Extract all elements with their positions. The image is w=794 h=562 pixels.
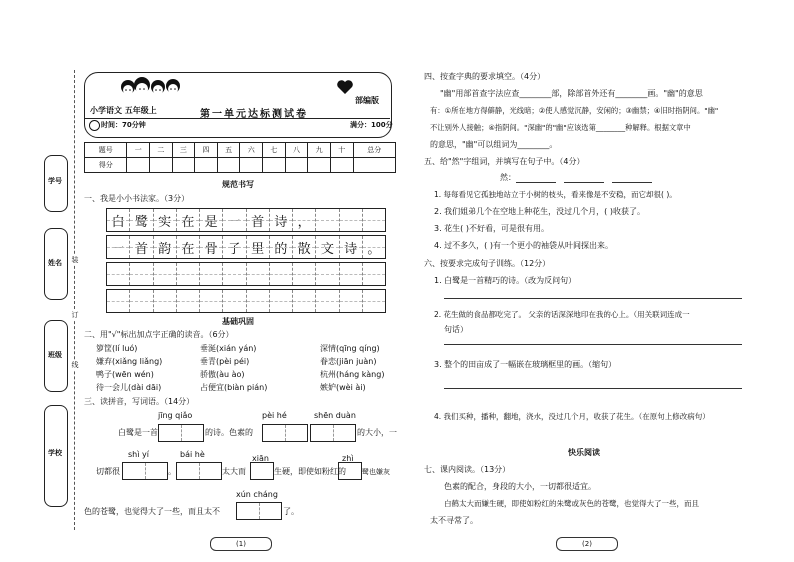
section6-q2: 句话） — [444, 325, 468, 334]
grid-char: 子 — [223, 236, 246, 258]
answer-line[interactable] — [516, 182, 556, 183]
pinyin-label: pèi hé — [262, 411, 287, 420]
reading-passage: 太不寻常了。 — [430, 516, 478, 525]
score-cell[interactable] — [263, 158, 286, 173]
writing-grid-row-4[interactable] — [106, 289, 386, 313]
reading-passage: 色素的配合，身段的大小，一切都很适宜。 — [444, 482, 596, 491]
score-cell[interactable] — [172, 158, 195, 173]
grid-char: 韵 — [154, 236, 177, 258]
pinyin-label: xiān — [252, 454, 269, 463]
section1-title: 一、我是小小书法家。（3分） — [84, 194, 190, 203]
section-heading-jichu: 基础巩固 — [222, 317, 254, 326]
score-cell[interactable] — [150, 158, 173, 173]
edition-label: 部编版 — [355, 96, 379, 105]
time-label: 时间：70分钟 — [101, 121, 146, 129]
score-head: 九 — [308, 143, 331, 158]
section6-q3: 3. 整个的田亩成了一幅嵌在玻璃框里的画。（缩句） — [434, 360, 617, 369]
answer-box-shiyi[interactable] — [122, 462, 168, 480]
answer-line[interactable] — [612, 182, 652, 183]
score-cell[interactable] — [353, 158, 396, 173]
pinyin-choice[interactable]: 杭州(háng kàng) — [320, 370, 385, 379]
score-head: 三 — [172, 143, 195, 158]
section4-line: 不让别外人接触；④指阴间。"深幽"的"幽"应该选第________种解释。根据文章中 — [430, 123, 691, 132]
score-table — [84, 142, 396, 173]
sentence-fragment: 切都很 — [96, 467, 120, 476]
full-score-label: 满分：100分 — [350, 121, 393, 129]
grid-char: 一 — [223, 209, 246, 231]
pinyin-label: jīng qiǎo — [158, 411, 193, 420]
score-head: 总分 — [353, 143, 396, 158]
writing-grid-row-3[interactable] — [106, 262, 386, 286]
school-label: 学校 — [48, 449, 62, 457]
pinyin-choice[interactable]: 鸭子(wēn wén) — [96, 370, 154, 379]
grid-char: 实 — [154, 209, 177, 231]
writing-grid-row-2 — [106, 235, 386, 259]
grid-char: 首 — [247, 209, 270, 231]
grid-char: 诗 — [270, 209, 293, 231]
pinyin-choice[interactable]: 占便宜(biàn pián) — [200, 383, 268, 392]
grid-char: 是 — [200, 209, 223, 231]
reading-passage: 白鹤太大而嫌生硬，即使如粉红的朱鹭或灰色的苍鹭，也觉得大了一些，而且 — [444, 499, 699, 508]
heart-icon — [336, 79, 354, 95]
sentence-fragment: 太大而 — [222, 467, 246, 476]
sentence-fragment: 生硬，即使如粉红的 — [274, 467, 346, 476]
score-head: 十 — [330, 143, 353, 158]
section5-item: 4. 过不多久，( )有一个更小的袖袋从叶间探出来。 — [434, 241, 613, 250]
section4-title: 四、按查字典的要求填空。（4分） — [424, 72, 546, 81]
score-cell[interactable] — [330, 158, 353, 173]
score-head: 一 — [127, 143, 150, 158]
grid-char: 在 — [177, 209, 200, 231]
grid-char: 鹭 — [130, 209, 153, 231]
binding-line — [74, 70, 75, 530]
pinyin-choice[interactable]: 嫉妒(wèi ài) — [320, 383, 366, 392]
grid-char: 。 — [363, 236, 385, 258]
page-number-1: (1) — [210, 537, 272, 551]
score-header-row — [85, 143, 396, 158]
score-head: 六 — [240, 143, 263, 158]
section4-line: 有：①所在地方得僻静，光线暗；②使人感觉沉静，安闲的；③幽禁；④旧时指阴间。"幽" — [430, 106, 719, 115]
student-id-label: 学号 — [48, 177, 62, 185]
sentence-fragment: 色的苍鹭，也觉得大了一些，而且太不 — [84, 507, 220, 516]
grid-char: 散 — [293, 236, 316, 258]
exam-title: 第一单元达标测试卷 — [200, 109, 308, 120]
answer-box-peihe[interactable] — [262, 424, 308, 442]
section7-title: 七、课内阅读。（13分） — [424, 465, 511, 474]
section6-q4: 4. 我们买种，播种，翻地，浇水，没过几个月，收获了花生。（在原句上修改病句） — [434, 412, 710, 421]
sentence-fragment: 了。 — [283, 507, 299, 516]
sentence-fragment: 白鹭是一首 — [118, 428, 158, 437]
pinyin-label: bái hè — [180, 450, 205, 459]
binding-char-xian: 线 — [71, 361, 79, 369]
score-head: 五 — [217, 143, 240, 158]
class-label: 班级 — [48, 351, 62, 359]
score-value-row — [85, 158, 396, 173]
score-cell[interactable] — [195, 158, 218, 173]
score-head: 八 — [285, 143, 308, 158]
answer-line[interactable] — [444, 388, 742, 389]
grid-char: 的 — [270, 236, 293, 258]
pinyin-label: shēn duàn — [314, 411, 356, 420]
grid-char: 首 — [130, 236, 153, 258]
sentence-fragment: 的诗。色素的 — [205, 428, 253, 437]
score-head: 四 — [195, 143, 218, 158]
pinyin-choice[interactable]: 眷恋(jiān juàn) — [320, 357, 377, 366]
pinyin-choice[interactable]: 嫌弃(xiǎng liǎng) — [96, 357, 163, 366]
answer-box-jingqiao[interactable] — [158, 424, 204, 442]
score-cell[interactable] — [240, 158, 263, 173]
section6-q1: 1. 白鹭是一首精巧的诗。（改为反问句） — [434, 276, 577, 285]
sentence-fragment: 的大小，一 — [357, 428, 397, 437]
pinyin-label: shì yí — [128, 450, 149, 459]
pinyin-choice[interactable]: 垂涎(xián yán) — [200, 344, 257, 353]
pinyin-label: zhì — [342, 454, 354, 463]
answer-line[interactable] — [444, 344, 742, 345]
section6-q2: 2. 花生做的食品都吃完了。 父亲的话深深地印在我的心上。（用关联词连成一 — [434, 310, 690, 319]
score-cell[interactable] — [308, 158, 331, 173]
answer-box-xunchang[interactable] — [236, 502, 282, 520]
sentence-fragment: 鹭也嫌灰 — [362, 468, 390, 476]
pinyin-choice[interactable]: 待一会儿(dài dāi) — [96, 383, 162, 392]
grid-char: 里 — [247, 236, 270, 258]
binding-char-zhuang: 装 — [71, 256, 79, 264]
children-illustration — [118, 73, 188, 103]
section5-blank-label: 然： — [500, 173, 516, 182]
subject-label: 小学语文 五年级上 — [90, 106, 157, 115]
name-label: 姓名 — [48, 259, 62, 267]
answer-line[interactable] — [444, 298, 742, 299]
grid-char: 文 — [316, 236, 339, 258]
clock-icon — [89, 120, 100, 131]
grid-char: 一 — [107, 236, 130, 258]
score-head: 七 — [263, 143, 286, 158]
answer-box-zhi[interactable] — [338, 462, 362, 480]
pinyin-choice[interactable]: 垂青(pèi péi) — [200, 357, 250, 366]
section5-item: 3. 花生( )不好看，可是很有用。 — [434, 224, 549, 233]
section4-line: "幽"用部首查字法应查________部，除部首外还有________画。"幽"的意思 — [440, 89, 703, 98]
pinyin-choice[interactable]: 箩筐(lí luó) — [96, 344, 138, 353]
score-head: 题号 — [85, 143, 127, 158]
pinyin-label: xún cháng — [236, 490, 278, 499]
section2-title: 二、用"√"标出加点字正确的读音。（6分） — [84, 330, 234, 339]
answer-box-xian[interactable] — [250, 462, 274, 480]
score-head: 二 — [150, 143, 173, 158]
binding-char-ding: 订 — [71, 311, 79, 319]
section5-title: 五、给"然"字组词，并填写在句子中。（4分） — [424, 157, 585, 166]
answer-box-baihe[interactable] — [176, 462, 222, 480]
sentence-fragment: 。 — [168, 467, 176, 476]
grid-char — [316, 209, 339, 231]
score-cell[interactable] — [285, 158, 308, 173]
score-cell[interactable] — [127, 158, 150, 173]
answer-box-shenduan[interactable] — [310, 424, 356, 442]
pinyin-choice[interactable]: 骄傲(àu ào) — [200, 370, 245, 379]
grid-char: 白 — [107, 209, 130, 231]
section-heading-kuaile: 快乐阅读 — [568, 448, 600, 457]
score-cell[interactable] — [217, 158, 240, 173]
grid-char — [340, 209, 363, 231]
section5-item: 1. 每每看见它孤独地站立于小树的枝头，看来像是不安稳，而它却很( )。 — [434, 190, 677, 199]
pinyin-choice[interactable]: 深情(qīng qíng) — [320, 344, 380, 353]
section4-line: 的意思，"幽"可以组词为________。 — [430, 140, 558, 149]
section-heading-guifan: 规范书写 — [222, 180, 254, 189]
score-row-label: 得分 — [85, 158, 127, 173]
grid-char: 诗 — [340, 236, 363, 258]
section6-title: 六、按要求完成句子训练。（12分） — [424, 259, 551, 268]
writing-grid-row-1 — [106, 208, 386, 232]
grid-char: ， — [293, 209, 316, 231]
section3-title: 三、读拼音，写词语。（14分） — [84, 397, 195, 406]
grid-char: 骨 — [200, 236, 223, 258]
grid-char: 在 — [177, 236, 200, 258]
answer-line[interactable] — [564, 182, 604, 183]
section5-item: 2. 我们姐弟几个在空地上种花生，没过几个月，( )收获了。 — [434, 207, 645, 216]
grid-char — [363, 209, 385, 231]
page-number-2: (2) — [556, 537, 618, 551]
